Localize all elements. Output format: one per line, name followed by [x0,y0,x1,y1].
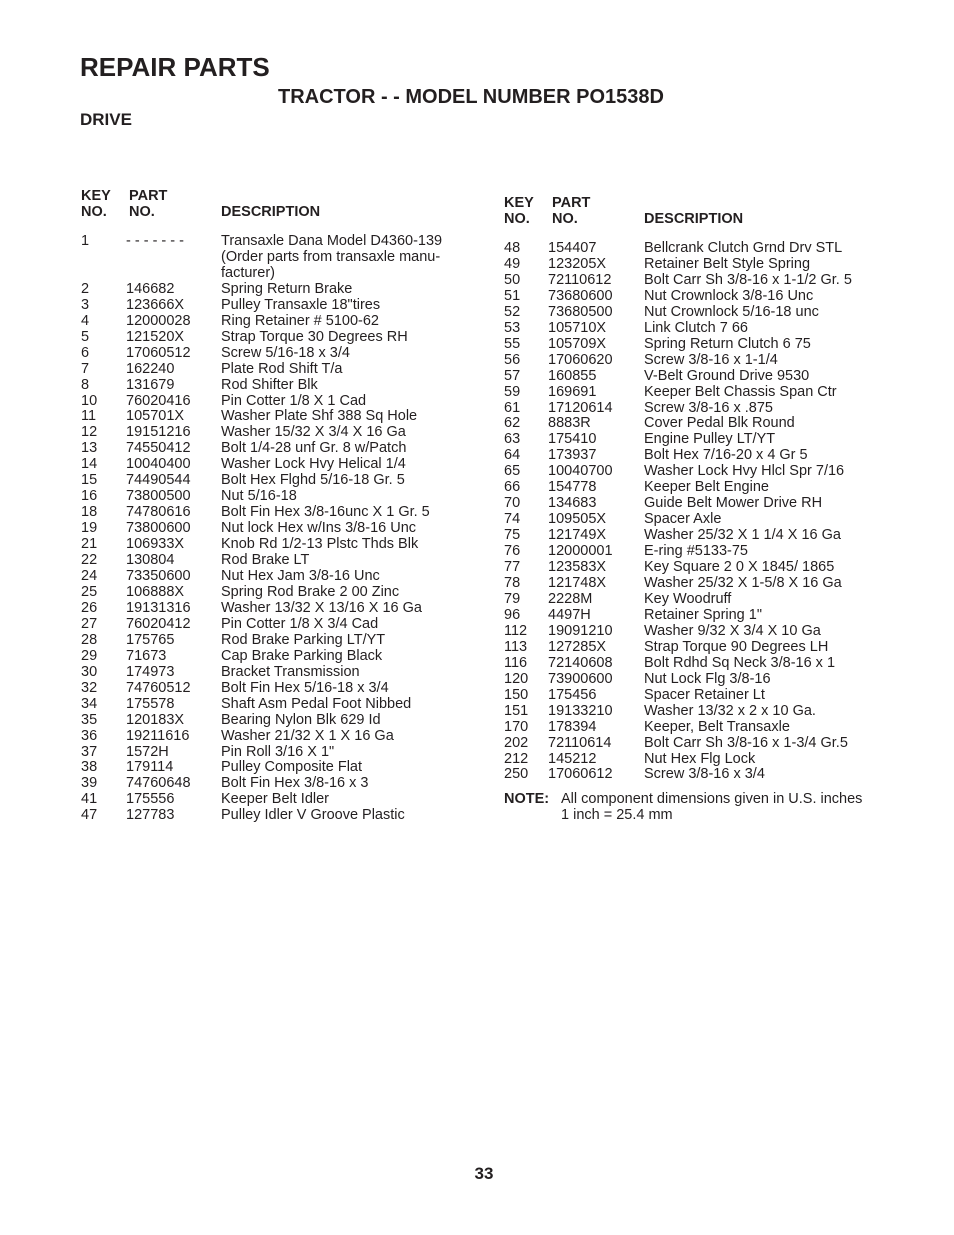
table-row [504,369,904,385]
table-row [81,282,481,298]
section-title: DRIVE [80,110,132,129]
table-row [504,624,904,640]
part-number: 2228M [548,590,593,607]
table-row [504,448,904,464]
part-number: 8883R [548,415,591,432]
part-number: 175410 [548,431,597,448]
part-number: 71673 [126,647,167,664]
part-number: 74760648 [126,775,191,792]
key-number: 96 [504,606,521,623]
part-description: Pulley Idler V Groove Plastic [221,807,405,824]
part-description: Engine Pulley LT/YT [644,431,776,448]
table-row [81,649,481,665]
part-description: Bolt Rdhd Sq Neck 3/8-16 x 1 [644,654,836,671]
table-row [81,808,481,824]
part-description: Bolt Fin Hex 5/16-18 x 3/4 [221,679,389,696]
key-number: 78 [504,575,521,592]
part-description: Pulley Transaxle 18"tires [221,296,381,313]
part-number: 106888X [126,583,185,600]
part-number: - - - - - - - [126,233,184,249]
table-row [81,425,481,441]
part-description: Knob Rd 1/2-13 Plstc Thds Blk [221,536,419,553]
part-number: 17060512 [126,344,191,361]
part-description: Washer Plate Shf 388 Sq Hole [221,408,418,425]
part-description: Link Clutch 7 66 [644,319,748,336]
part-number: 19211616 [126,727,190,744]
table-row [81,553,481,569]
key-number: 55 [504,335,521,352]
key-number: 151 [504,702,529,719]
key-number: 61 [504,399,521,416]
description-header: DESCRIPTION [221,204,321,220]
part-description: Rod Brake Parking LT/YT [221,631,386,648]
part-description: Screw 3/8-16 x 1-1/4 [644,351,778,368]
dimension-note [504,791,862,823]
part-description: Pulley Composite Flat [221,759,363,776]
table-row [504,752,904,768]
key-number: 30 [81,663,98,680]
key-number: 6 [81,344,90,361]
table-row [81,729,481,745]
part-description: Rod Shifter Blk [221,376,318,393]
part-description: Strap Torque 90 Degrees LH [644,638,829,655]
key-number: 28 [81,631,98,648]
part-number: 105709X [548,335,607,352]
key-number: 113 [504,638,528,655]
part-description: Bolt Carr Sh 3/8-16 x 1-1/2 Gr. 5 [644,271,852,288]
key-number: 48 [504,240,521,256]
table-row [81,489,481,505]
table-row [504,672,904,688]
key-number: 32 [81,679,98,696]
table-row [81,601,481,617]
key-no-header: KEY NO. [504,195,534,227]
key-number: 56 [504,351,521,368]
table-row [81,314,481,330]
part-number: 73800500 [126,488,191,505]
key-number: 10 [81,392,98,409]
part-description: Nut 5/16-18 [221,488,297,505]
part-number: 145212 [548,750,597,767]
table-row [81,585,481,601]
part-description: Washer 25/32 X 1 1/4 X 16 Ga [644,527,841,544]
part-number: 174973 [126,663,175,680]
part-number: 175556 [126,791,175,808]
part-number: 127783 [126,807,175,824]
key-number: 47 [81,807,98,824]
part-description: Bolt Carr Sh 3/8-16 x 1-3/4 Gr.5 [644,734,848,751]
part-number: 178394 [548,718,597,735]
key-number: 70 [504,495,521,512]
table-row [504,720,904,736]
key-number: 41 [81,791,98,808]
key-number: 15 [81,472,98,489]
key-number: 150 [504,686,529,703]
key-number: 18 [81,504,98,521]
part-number: 169691 [548,383,597,400]
key-number: 14 [81,456,98,473]
part-number: 179114 [126,759,174,776]
key-number: 8 [81,376,90,393]
key-number: 22 [81,552,98,569]
key-number: 75 [504,527,521,544]
part-number: 10040400 [126,456,191,473]
part-description: Spacer Retainer Lt [644,686,765,703]
table-row [81,346,481,362]
table-row [81,776,481,792]
table-header [504,195,904,229]
part-description: Strap Torque 30 Degrees RH [221,328,408,345]
part-number: 175456 [548,686,597,703]
table-row [504,656,904,672]
part-number: 146682 [126,280,175,297]
table-row [504,321,904,337]
part-number: 173937 [548,447,597,464]
part-number: 131679 [126,376,175,393]
key-number: 38 [81,759,98,776]
table-row [81,665,481,681]
table-row [504,480,904,496]
part-description: Transaxle Dana Model D4360-139 (Order parts from transaxle manu-facturer) [221,233,443,281]
key-number: 12 [81,424,98,441]
part-number: 1572H [126,743,169,760]
part-description: Pin Cotter 1/8 X 3/4 Cad [221,615,379,632]
part-number: 106933X [126,536,185,553]
part-description: Retainer Spring 1" [644,606,762,623]
part-description: Plate Rod Shift T/a [221,360,343,377]
parts-table-right [504,195,904,783]
part-description: Keeper Belt Idler [221,791,330,808]
part-description: Screw 3/8-16 x .875 [644,399,773,416]
part-description: Shaft Asm Pedal Foot Nibbed [221,695,412,712]
part-description: Washer 13/32 x 2 x 10 Ga. [644,702,816,719]
part-description: Bolt Hex Flghd 5/16-18 Gr. 5 [221,472,405,489]
part-number: 120183X [126,711,185,728]
part-description: Keeper Belt Engine [644,479,769,496]
table-row [504,464,904,480]
part-number: 123205X [548,255,607,272]
part-description: Rod Brake LT [221,552,310,569]
table-row [81,298,481,314]
key-number: 11 [81,408,97,425]
table-row [504,305,904,321]
table-row [504,608,904,624]
part-number: 121748X [548,575,607,592]
key-number: 52 [504,303,521,320]
table-row [81,505,481,521]
part-number: 105710X [548,319,607,336]
part-number: 17060612 [548,766,613,783]
part-number: 72140608 [548,654,613,671]
part-number: 19091210 [548,622,613,639]
table-row [81,362,481,378]
key-number: 120 [504,670,529,687]
page-number: 33 [474,1164,494,1183]
part-description: Pin Roll 3/16 X 1" [221,743,335,760]
part-number: 162240 [126,360,175,377]
key-number: 5 [81,328,90,345]
key-number: 26 [81,599,98,616]
part-number: 121749X [548,527,607,544]
part-number: 109505X [548,511,607,528]
key-number: 202 [504,734,529,751]
part-description: Bellcrank Clutch Grnd Drv STL [644,240,843,256]
table-row [504,640,904,656]
part-number: 74550412 [126,440,191,457]
part-number: 127285X [548,638,607,655]
key-number: 116 [504,654,528,671]
key-number: 16 [81,488,98,505]
part-description: Bolt 1/4-28 unf Gr. 8 w/Patch [221,440,407,457]
part-description: Nut lock Hex w/Ins 3/8-16 Unc [221,520,417,537]
table-row [81,713,481,729]
part-number: 12000001 [548,543,613,560]
key-number: 64 [504,447,521,464]
part-description: Cap Brake Parking Black [221,647,383,664]
part-number: 154407 [548,240,597,256]
table-row [81,330,481,346]
part-number: 73680600 [548,287,613,304]
part-number: 17060620 [548,351,613,368]
table-row [81,394,481,410]
table-row [504,416,904,432]
key-number: 1 [81,233,90,249]
part-description: Bracket Transmission [221,663,360,680]
part-number: 19131316 [126,599,191,616]
table-row [504,688,904,704]
key-number: 35 [81,711,98,728]
part-number: 72110614 [548,734,612,751]
key-number: 170 [504,718,529,735]
part-number: 105701X [126,408,185,425]
table-row [81,537,481,553]
table-row [81,745,481,761]
model-subtitle: TRACTOR - - MODEL NUMBER PO1538D [278,86,664,108]
key-number: 74 [504,511,521,528]
part-description: E-ring #5133-75 [644,543,748,560]
part-number: 72110612 [548,271,612,288]
part-description: Ring Retainer # 5100-62 [221,312,379,329]
table-header [81,188,481,222]
table-row [504,560,904,576]
key-no-header: KEY NO. [81,188,111,220]
key-number: 39 [81,775,98,792]
table-row [504,257,904,273]
table-row [504,289,904,305]
key-number: 112 [504,622,528,639]
part-description: Keeper Belt Chassis Span Ctr [644,383,837,400]
part-description: Washer 9/32 X 3/4 X 10 Ga [644,622,821,639]
key-number: 34 [81,695,98,712]
table-row [81,760,481,776]
part-number: 123666X [126,296,185,313]
key-number: 65 [504,463,521,480]
part-description: Bearing Nylon Blk 629 Id [221,711,381,728]
parts-list-left [81,234,481,824]
table-row [504,736,904,752]
part-number: 10040700 [548,463,613,480]
table-row [504,241,904,257]
table-row [81,792,481,808]
key-number: 62 [504,415,521,432]
part-number: 19133210 [548,702,613,719]
table-row [504,767,904,783]
table-row [504,704,904,720]
parts-list-right [504,241,904,783]
table-row [81,521,481,537]
note-label: NOTE: [504,791,550,807]
part-number: 123583X [548,559,607,576]
key-number: 59 [504,383,521,400]
part-description: Washer 13/32 X 13/16 X 16 Ga [221,599,422,616]
key-number: 76 [504,543,521,560]
key-number: 212 [504,750,529,767]
table-row [81,681,481,697]
part-description: Key Woodruff [644,590,732,607]
key-number: 25 [81,583,98,600]
part-number: 17120614 [548,399,613,416]
key-number: 21 [81,536,98,553]
part-description: V-Belt Ground Drive 9530 [644,367,810,384]
table-row [504,576,904,592]
part-number: 130804 [126,552,175,569]
key-number: 19 [81,520,98,537]
page-title: REPAIR PARTS [80,52,270,82]
key-number: 66 [504,479,521,496]
part-description: Nut Crownlock 3/8-16 Unc [644,287,814,304]
table-row [504,353,904,369]
table-row [81,473,481,489]
table-row [81,457,481,473]
part-description: Cover Pedal Blk Round [644,415,795,432]
part-description: Retainer Belt Style Spring [644,255,811,272]
table-row [504,432,904,448]
part-description: Washer Lock Hvy Helical 1/4 [221,456,406,473]
table-row [504,385,904,401]
part-number: 19151216 [126,424,191,441]
note-line-1: All component dimensions given in U.S. inches [561,791,863,807]
table-row [81,633,481,649]
table-row [504,528,904,544]
key-number: 250 [504,766,529,783]
key-number: 63 [504,431,521,448]
part-description: Bolt Fin Hex 3/8-16unc X 1 Gr. 5 [221,504,430,521]
table-row [81,697,481,713]
key-number: 24 [81,568,98,585]
key-number: 57 [504,367,521,384]
part-number: 73350600 [126,568,191,585]
part-description: Bolt Hex 7/16-20 x 4 Gr 5 [644,447,808,464]
key-number: 13 [81,440,98,457]
part-description: Washer 21/32 X 1 X 16 Ga [221,727,394,744]
key-number: 7 [81,360,90,377]
table-row [81,378,481,394]
key-number: 77 [504,559,521,576]
part-number: 134683 [548,495,597,512]
key-number: 3 [81,296,90,313]
part-description: Nut Hex Flg Lock [644,750,756,767]
key-number: 51 [504,287,521,304]
part-number: 73800600 [126,520,191,537]
table-row [81,409,481,425]
parts-table-left [81,188,481,824]
part-number: 12000028 [126,312,191,329]
part-no-header: PART NO. [129,188,168,220]
table-row [504,496,904,512]
part-description: Pin Cotter 1/8 X 1 Cad [221,392,367,409]
table-row [81,617,481,633]
table-row [504,337,904,353]
part-number: 76020416 [126,392,191,409]
description-header: DESCRIPTION [644,211,744,227]
table-row [81,441,481,457]
part-description: Nut Hex Jam 3/8-16 Unc [221,568,380,585]
table-row [81,569,481,585]
part-description: Washer 15/32 X 3/4 X 16 Ga [221,424,406,441]
part-description: Nut Crownlock 5/16-18 unc [644,303,819,320]
note-line-2: 1 inch = 25.4 mm [561,807,673,823]
part-no-header: PART NO. [552,195,591,227]
part-number: 175765 [126,631,175,648]
key-number: 50 [504,271,521,288]
part-number: 74490544 [126,472,191,489]
part-number: 121520X [126,328,185,345]
key-number: 53 [504,319,521,336]
key-number: 49 [504,255,521,272]
key-number: 27 [81,615,98,632]
part-number: 74760512 [126,679,191,696]
part-number: 73900600 [548,670,613,687]
part-number: 4497H [548,606,591,623]
part-number: 175578 [126,695,175,712]
part-description: Washer 25/32 X 1-5/8 X 16 Ga [644,575,842,592]
part-description: Spring Rod Brake 2 00 Zinc [221,583,400,600]
part-number: 160855 [548,367,597,384]
part-description: Screw 3/8-16 x 3/4 [644,766,765,783]
part-description: Guide Belt Mower Drive RH [644,495,823,512]
part-description: Screw 5/16-18 x 3/4 [221,344,350,361]
table-row [81,234,481,282]
table-row [504,544,904,560]
key-number: 37 [81,743,98,760]
table-row [504,273,904,289]
part-description: Key Square 2 0 X 1845/ 1865 [644,559,835,576]
part-description: Keeper, Belt Transaxle [644,718,790,735]
part-description: Spacer Axle [644,511,722,528]
key-number: 36 [81,727,98,744]
key-number: 2 [81,280,90,297]
part-description: Bolt Fin Hex 3/8-16 x 3 [221,775,369,792]
table-row [504,401,904,417]
part-description: Nut Lock Flg 3/8-16 [644,670,771,687]
part-description: Spring Return Clutch 6 75 [644,335,811,352]
part-number: 73680500 [548,303,613,320]
part-number: 74780616 [126,504,191,521]
part-description: Washer Lock Hvy Hlcl Spr 7/16 [644,463,845,480]
part-number: 154778 [548,479,597,496]
table-row [504,512,904,528]
part-number: 76020412 [126,615,191,632]
key-number: 29 [81,647,98,664]
table-row [504,592,904,608]
part-description: Spring Return Brake [221,280,353,297]
key-number: 4 [81,312,90,329]
key-number: 79 [504,590,521,607]
